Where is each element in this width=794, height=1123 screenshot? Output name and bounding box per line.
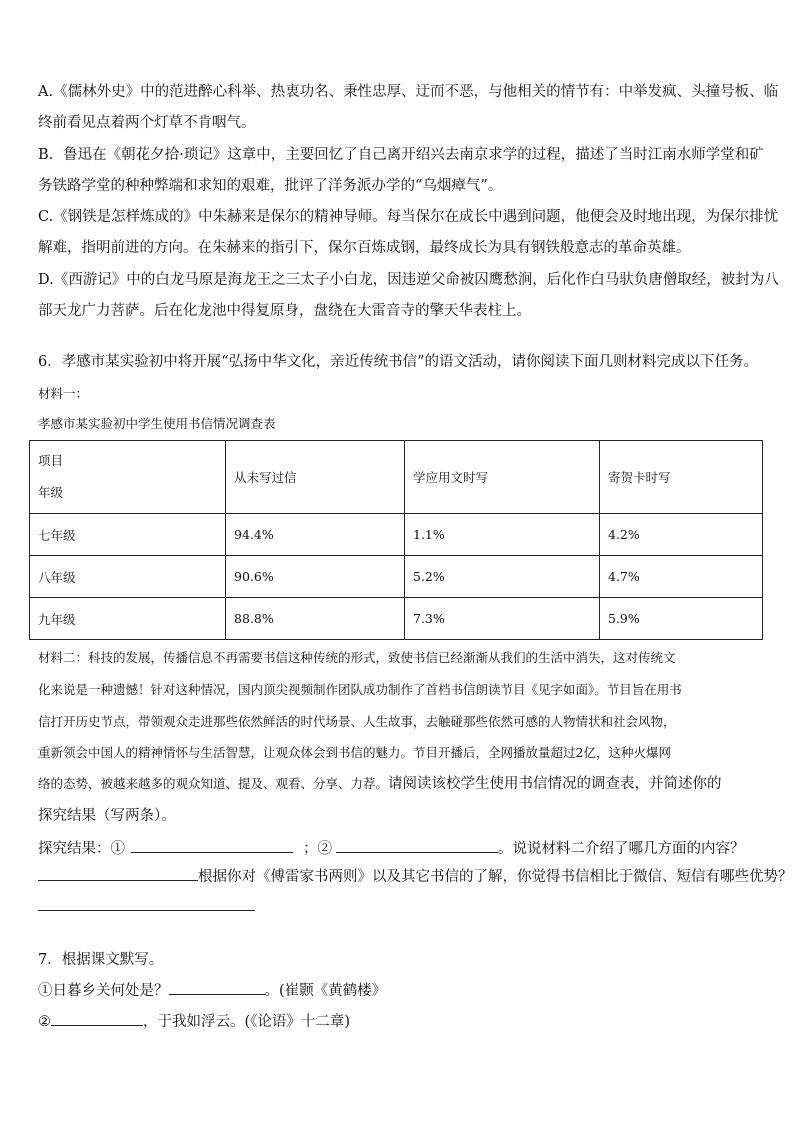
value-cell: 4.2% — [600, 514, 763, 556]
q7-item1 — [38, 980, 386, 1001]
answer-line — [38, 838, 745, 859]
table-row — [30, 598, 763, 640]
option-c-line1: C.《钢铁是怎样炼成的》中朱赫来是保尔的精神导师。每当保尔在成长中遇到问题，他便会及时地出现，为保尔排忧 — [38, 209, 779, 225]
grade-cell: 七年级 — [30, 514, 226, 556]
header-item-label: 项目 — [38, 453, 64, 468]
q7-item1-blank[interactable] — [169, 980, 265, 995]
header-col-never: 从未写过信 — [226, 441, 405, 514]
answer-blank-2[interactable] — [336, 838, 498, 853]
value-cell: 1.1% — [405, 514, 600, 556]
material2-line2: 化来说是一种遗憾！针对这种情况，国内顶尖视频制作团队成功制作了首档书信朗读节目《见字如面》。节目旨在用书 — [38, 682, 682, 697]
table-header-row — [30, 441, 763, 514]
table-row — [30, 514, 763, 556]
table-row — [30, 556, 763, 598]
grade-cell: 八年级 — [30, 556, 226, 598]
follow-up-line — [38, 866, 793, 887]
option-a-line1: A.《儒林外史》中的范进醉心科举、热衷功名、秉性忠厚、迂而不恶，与他相关的情节有：中举发疯、头撞号板、临 — [38, 84, 779, 100]
option-a-line2: 终前看见点着两个灯草不肯咽气。 — [38, 115, 256, 131]
survey-table — [29, 440, 763, 640]
value-cell: 5.2% — [405, 556, 600, 598]
q7-item2-prompt: ② — [38, 1014, 51, 1030]
value-cell: 88.8% — [226, 598, 405, 640]
instruction-text: 请阅读该校学生使用书信情况的调查表，并简述你的 — [388, 776, 722, 792]
inquiry-line: 探究结果（写两条）。 — [38, 808, 176, 824]
q7-item2 — [38, 1011, 350, 1032]
header-diagonal-cell — [30, 441, 226, 514]
option-c-line2: 解难，指明前进的方向。在朱赫来的指引下，保尔百炼成钢，最终成长为具有钢铁般意志的革命英雄。 — [38, 240, 691, 256]
material2-line4: 重新领会中国人的精神情怀与生活智慧，让观众体会到书信的魅力。节目开播后，全网播放量超过2亿，这种火爆网 — [38, 745, 671, 760]
option-d-line2: 部天龙广力菩萨。后在化龙池中得复原身，盘绕在大雷音寺的擎天华表柱上。 — [38, 303, 531, 319]
header-col-cards: 寄贺卡时写 — [600, 441, 763, 514]
value-cell: 94.4% — [226, 514, 405, 556]
answer-separator: ；② — [303, 841, 332, 857]
q6-stem: 6．孝感市某实验初中将开展“弘扬中华文化，亲近传统书信”的语文活动，请你阅读下面几则材料完成以下任务。 — [38, 354, 759, 370]
value-cell: 5.9% — [600, 598, 763, 640]
follow-up-blank[interactable] — [38, 866, 198, 881]
essay-blank[interactable] — [38, 896, 255, 911]
value-cell: 7.3% — [405, 598, 600, 640]
q7-stem: 7．根据课文默写。 — [38, 952, 164, 968]
value-cell: 4.7% — [600, 556, 763, 598]
option-d-line1: D.《西游记》中的白龙马原是海龙王之三太子小白龙，因违逆父命被囚鹰愁涧，后化作白马驮负唐僧取经，被封为八 — [38, 272, 779, 288]
grade-cell: 九年级 — [30, 598, 226, 640]
follow-up-question: 根据你对《傅雷家书两则》以及其它书信的了解，你觉得书信相比于微信、短信有哪些优势？ — [198, 869, 793, 885]
answer-tail: 。说说材料二介绍了哪几方面的内容？ — [498, 841, 745, 857]
q7-item1-prompt: ①日暮乡关何处是？ — [38, 983, 169, 999]
material2-line5 — [38, 774, 722, 794]
material2-line3: 信打开历史节点，带领观众走进那些依然鲜活的时代场景、人生故事，去触碰那些依然可感的人物情状和社会风物， — [38, 714, 676, 729]
q7-item2-source: ，于我如浮云。(《论语》十二章) — [143, 1014, 351, 1030]
table-title: 孝感市某实验初中学生使用书信情况调查表 — [38, 416, 276, 431]
q7-item1-source: 。(崔颢《黄鹤楼》 — [264, 983, 387, 999]
material2-line1: 材料二：科技的发展，传播信息不再需要书信这种传统的形式，致使书信已经渐渐从我们的生活中消失，这对传统文 — [38, 650, 676, 665]
material1-label: 材料一： — [38, 386, 89, 401]
q7-item2-blank[interactable] — [51, 1011, 143, 1026]
answer-blank-1[interactable] — [131, 838, 293, 853]
option-b-line2: 务铁路学堂的种种弊端和求知的艰难，批评了洋务派办学的“乌烟瘴气”。 — [38, 178, 503, 194]
value-cell: 90.6% — [226, 556, 405, 598]
essay-line — [38, 896, 255, 917]
answer-label: 探究结果：① — [38, 841, 125, 857]
header-grade-label: 年级 — [38, 485, 64, 500]
material2-last-text: 络的态势，被越来越多的观众知道、提及、观看、分享、力荐。 — [38, 776, 389, 791]
option-b-line1: B．鲁迅在《朝花夕拾·琐记》这章中，主要回忆了自己离开绍兴去南京求学的过程，描述了当时江南水师学堂和矿 — [38, 147, 764, 163]
header-col-applied: 学应用文时写 — [405, 441, 600, 514]
